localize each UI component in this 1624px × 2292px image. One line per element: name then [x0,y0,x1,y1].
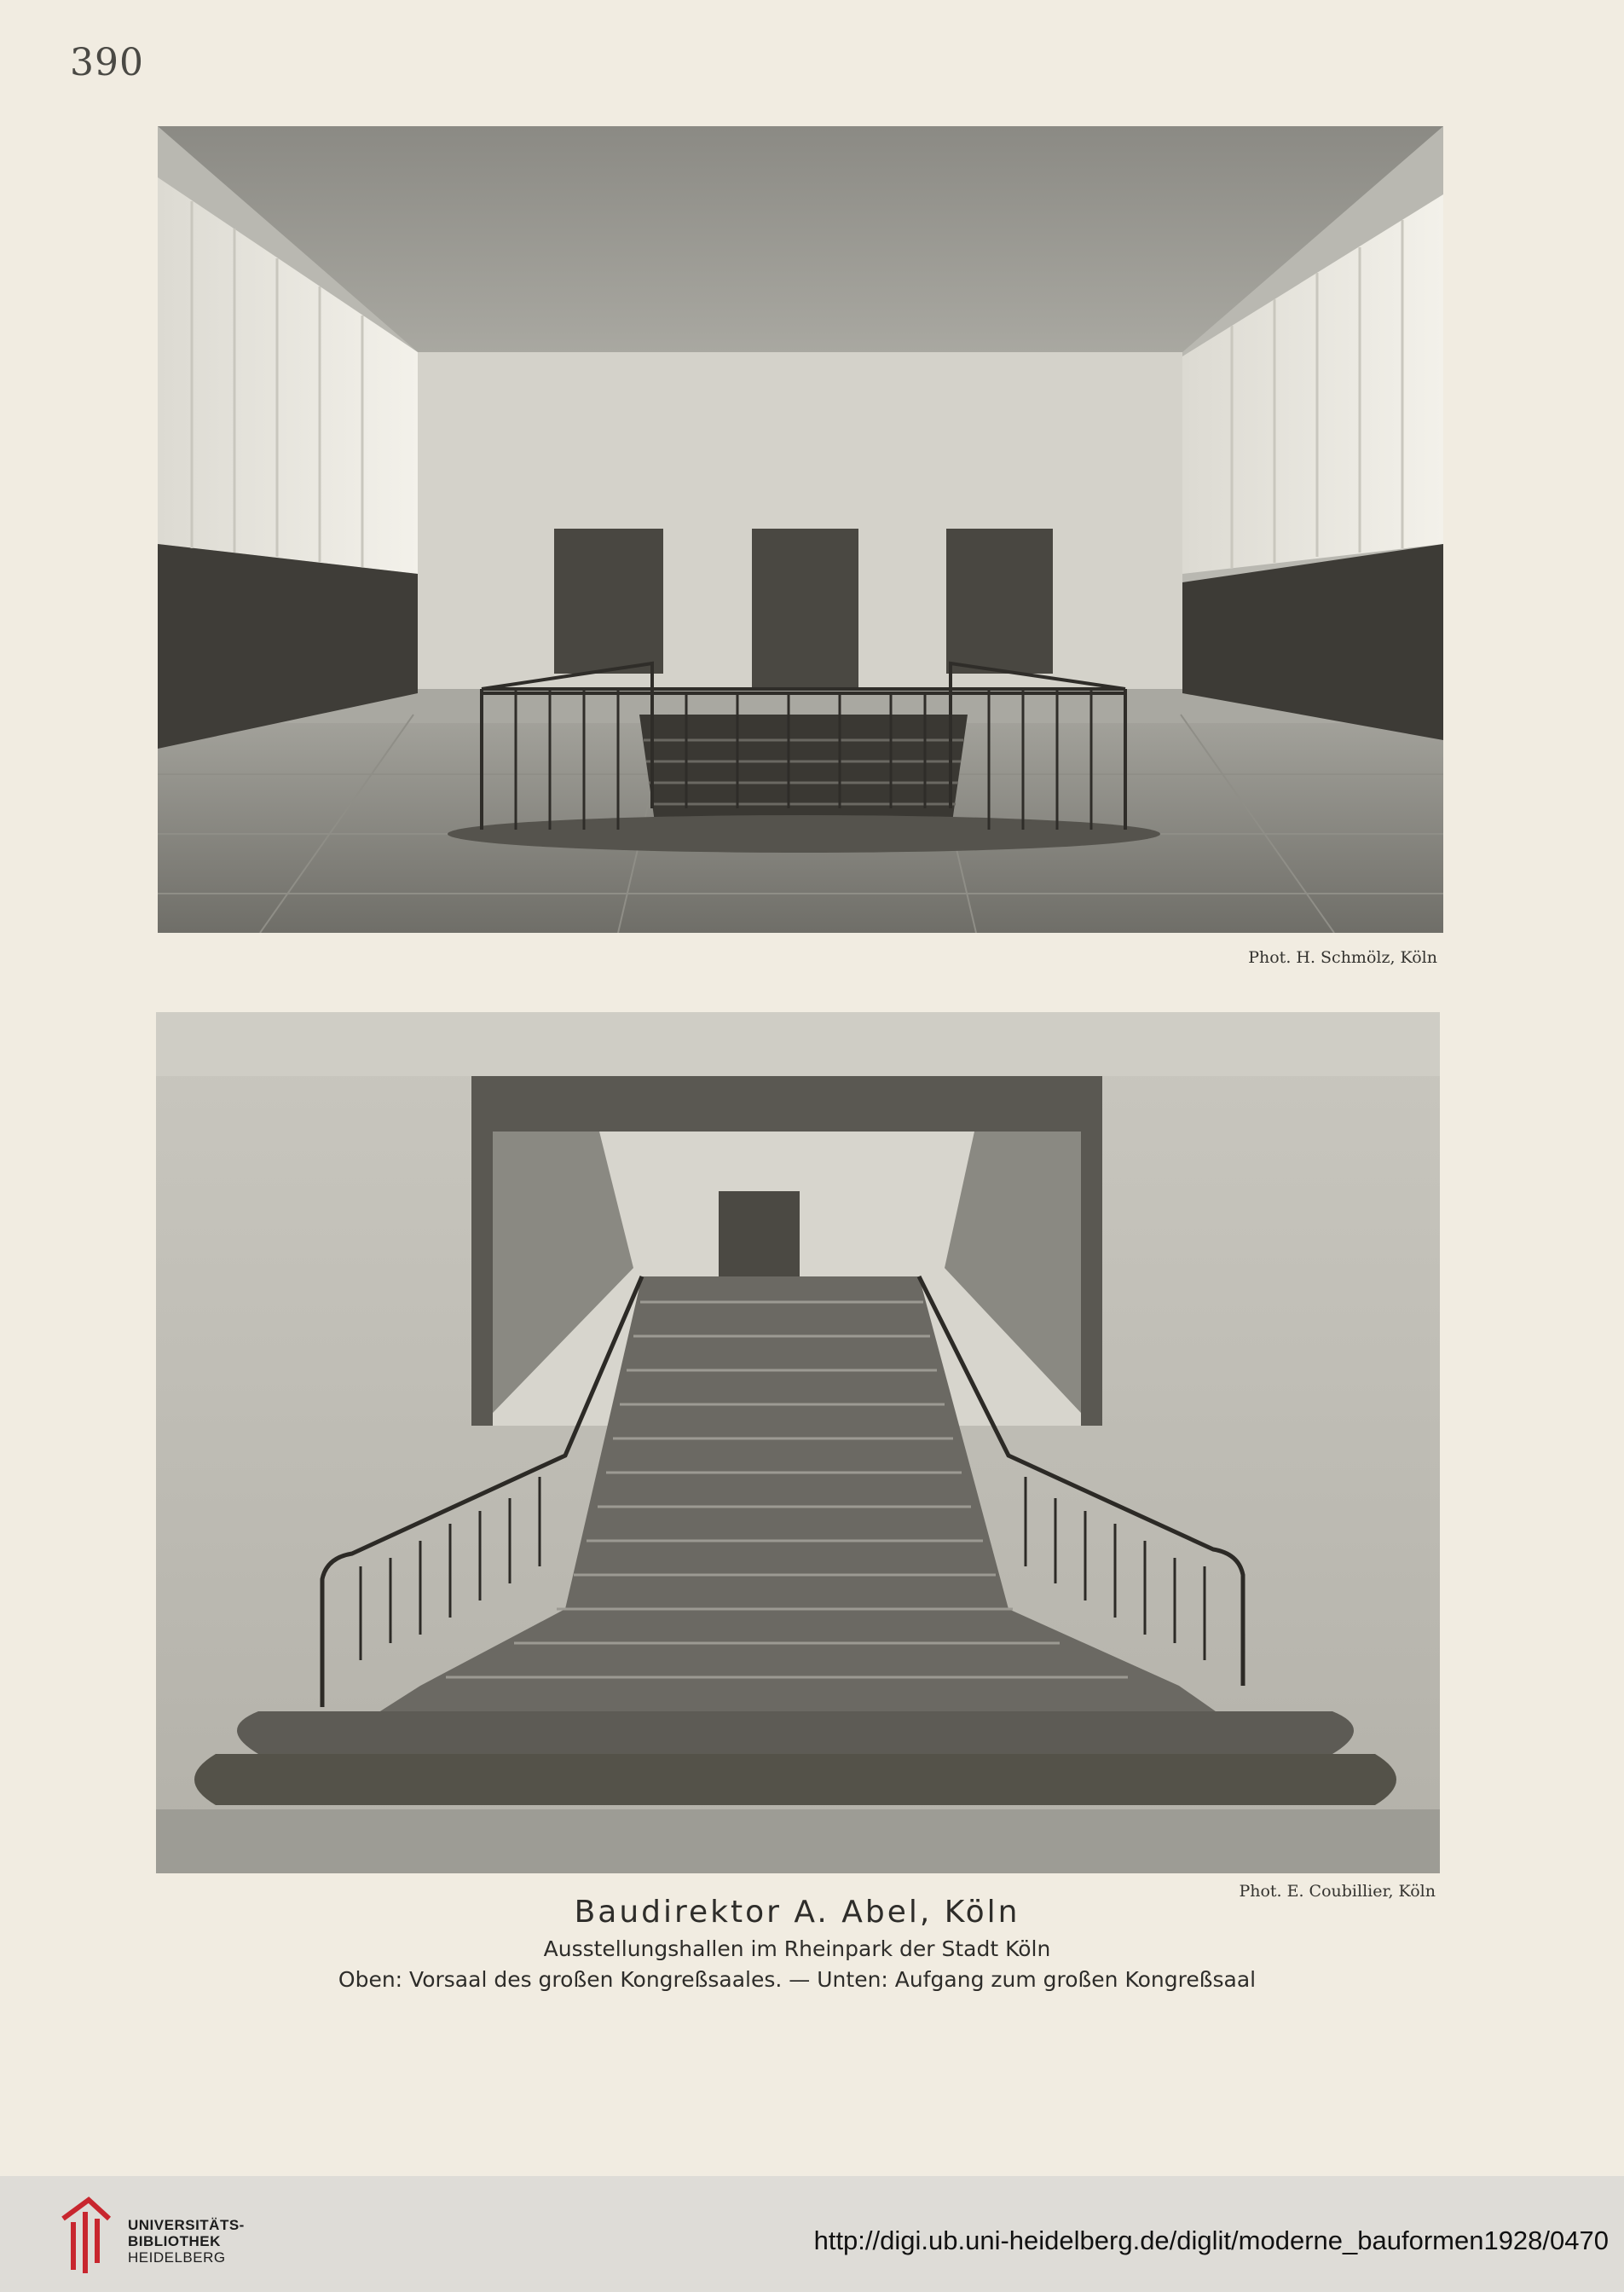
library-name-line3: HEIDELBERG [128,2249,226,2266]
library-name-line1: UNIVERSITÄTS- [128,2217,245,2233]
photo-credit-bottom: Phot. E. Coubillier, Köln [1239,1882,1436,1901]
library-logo-icon [56,2193,116,2278]
hall-illustration [158,126,1443,933]
source-url-link[interactable]: http://digi.ub.uni-heidelberg.de/diglit/moderne_bauformen1928/0470 [813,2225,1609,2255]
photo-hall-vestibule [158,126,1443,933]
footer-bar [0,2176,1624,2292]
page-number: 390 [70,41,144,84]
caption-description: Oben: Vorsaal des großen Kongreßsaales. — Unten: Aufgang zum großen Kongreßsaal [338,1967,1257,1992]
caption-title: Baudirektor A. Abel, Köln [574,1895,1020,1930]
library-name [128,2217,245,2266]
photo-staircase [156,1012,1440,1873]
photo-credit-top: Phot. H. Schmölz, Köln [1248,948,1437,967]
staircase-illustration [156,1012,1440,1873]
library-name-line2: BIBLIOTHEK [128,2233,221,2249]
caption-subtitle: Ausstellungshallen im Rheinpark der Stadt Köln [543,1936,1051,1961]
